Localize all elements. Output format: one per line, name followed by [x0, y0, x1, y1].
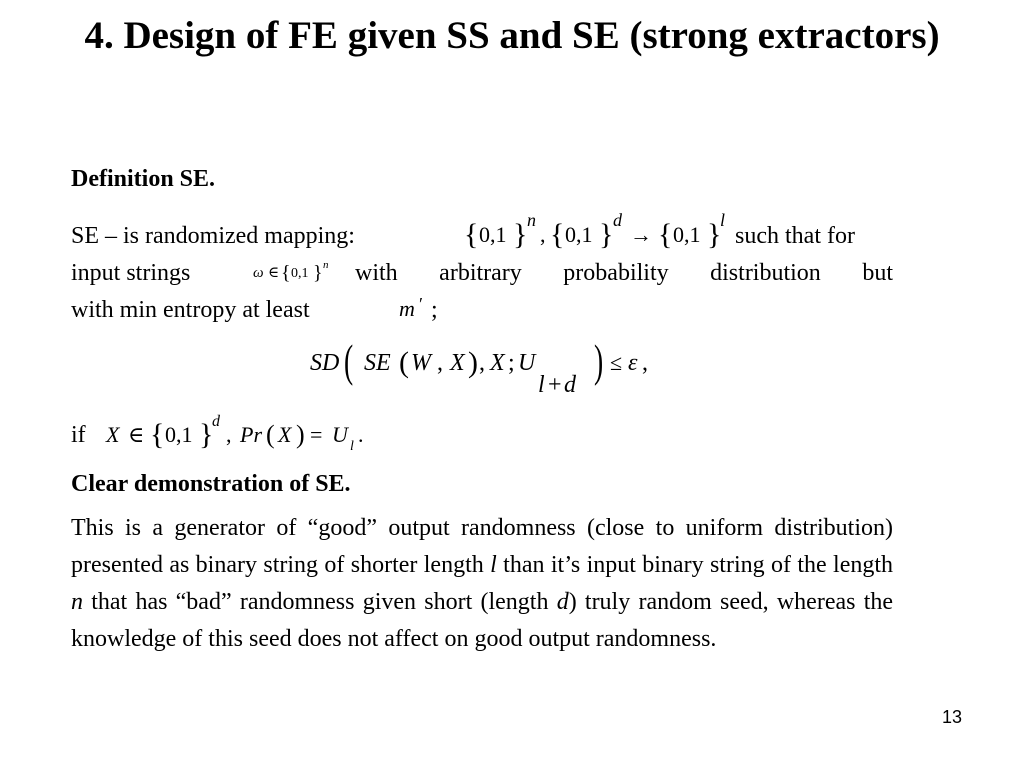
demonstration-text-4: ) truly random seed, whereas the knowledge of this seed does not affect on good output randomness.: [71, 589, 894, 652]
svg-text:(: (: [344, 336, 354, 387]
definition-semicolon: ;: [431, 297, 438, 323]
svg-text:}: }: [599, 218, 614, 251]
svg-text:′: ′: [419, 294, 423, 314]
condition-formula: [104, 408, 424, 454]
svg-text:→: →: [630, 222, 652, 247]
demonstration-heading: Clear demonstration of SE.: [71, 471, 351, 497]
svg-text:}: }: [707, 218, 722, 251]
svg-text:): ): [468, 346, 478, 379]
if-word: if: [71, 422, 86, 448]
svg-text:}: }: [513, 218, 528, 251]
svg-text:}: }: [313, 262, 323, 284]
svg-text:(: (: [266, 420, 275, 449]
svg-text:,: ,: [479, 350, 485, 376]
svg-text:U: U: [332, 422, 348, 447]
svg-text:,: ,: [540, 222, 546, 247]
svg-text:{: {: [150, 418, 165, 451]
svg-text:{: {: [550, 218, 565, 251]
svg-text:l: l: [350, 439, 354, 454]
svg-text:+: +: [548, 372, 562, 398]
svg-text:l: l: [720, 210, 726, 230]
svg-text:d: d: [564, 372, 576, 398]
svg-text:}: }: [199, 418, 214, 451]
svg-text:n: n: [527, 210, 536, 230]
svg-text:0,1: 0,1: [291, 266, 309, 281]
definition-line-2-end-text: with arbitrary probability distribution but: [355, 260, 893, 286]
svg-text:0,1: 0,1: [165, 422, 193, 447]
svg-text:ω: ω: [253, 265, 264, 281]
definition-line-1-tail: such that for: [735, 223, 855, 249]
svg-text:SD: SD: [310, 350, 340, 376]
svg-text:∈: ∈: [268, 265, 280, 281]
demonstration-text-2: than it’s input binary string of the length: [503, 552, 894, 578]
definition-line-3-text: with min entropy at least: [71, 297, 310, 323]
svg-text:0,1: 0,1: [479, 222, 507, 247]
demonstration-text-1: This is a generator of “good” output randomness (close to uniform distribution) presented as binary string of shorter length: [71, 515, 893, 578]
svg-text:n: n: [323, 259, 329, 271]
svg-text:Pr: Pr: [240, 422, 262, 447]
svg-text:{: {: [658, 218, 673, 251]
svg-text:=: =: [310, 422, 323, 447]
svg-text:ε: ε: [628, 350, 638, 376]
variable-n: n: [71, 589, 83, 615]
svg-text:≤: ≤: [610, 350, 623, 375]
svg-text:{: {: [464, 218, 479, 251]
page-number: 13: [941, 707, 962, 727]
svg-text:(: (: [399, 346, 409, 379]
definition-line-2-start: input strings: [71, 260, 191, 286]
svg-text:∈: ∈: [128, 422, 145, 447]
definition-line-3: [71, 292, 310, 329]
svg-text:U: U: [518, 350, 536, 376]
svg-text:.: .: [358, 422, 364, 447]
svg-text:0,1: 0,1: [565, 222, 593, 247]
definition-line-2-end: [355, 255, 893, 292]
svg-text:): ): [594, 336, 604, 387]
svg-text:,: ,: [642, 350, 648, 376]
statistical-distance-formula: [310, 336, 670, 400]
svg-text:,: ,: [437, 350, 443, 376]
svg-text:{: {: [281, 262, 291, 284]
svg-text:m: m: [399, 296, 415, 321]
min-entropy-symbol: [397, 294, 431, 324]
svg-text:X: X: [490, 350, 505, 376]
svg-text:d: d: [613, 210, 622, 230]
svg-text:X: X: [278, 422, 292, 447]
svg-text:,: ,: [226, 422, 232, 447]
demonstration-text-3: that has “bad” randomness given short (length: [91, 589, 549, 615]
svg-text:0,1: 0,1: [673, 222, 701, 247]
svg-text:;: ;: [508, 350, 515, 376]
svg-text:): ): [296, 420, 305, 449]
definition-heading: Definition SE.: [71, 166, 216, 192]
variable-l: l: [490, 552, 497, 578]
variable-d: d: [556, 589, 569, 615]
mapping-formula: [464, 206, 730, 256]
svg-text:SE: SE: [364, 350, 391, 376]
svg-text:X: X: [450, 350, 465, 376]
svg-text:W: W: [411, 350, 431, 376]
svg-text:X: X: [106, 422, 120, 447]
input-strings-formula: [253, 257, 353, 287]
definition-lead-text: SE – is randomized mapping:: [71, 223, 355, 249]
svg-text:d: d: [212, 413, 220, 430]
svg-text:l: l: [538, 372, 545, 398]
demonstration-paragraph: [71, 510, 893, 658]
slide-title: 4. Design of FE given SS and SE (strong extractors): [84, 14, 940, 57]
